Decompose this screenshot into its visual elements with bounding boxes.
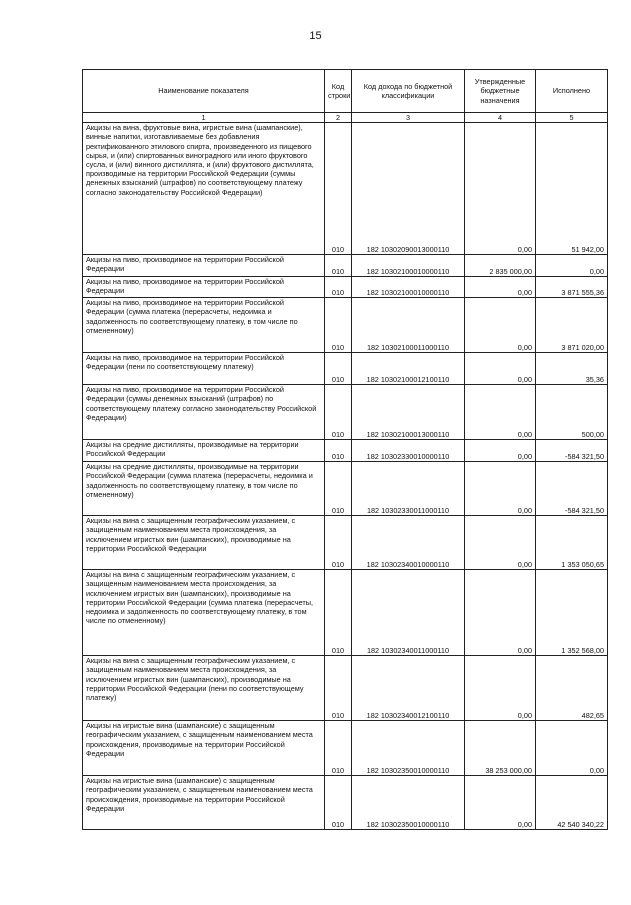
- row-approved: 0,00: [465, 570, 536, 656]
- row-name: Акцизы на пиво, производимое на территории Российской Федерации (пени по соответствующему платежу): [83, 353, 325, 385]
- table-row: [83, 385, 608, 440]
- column-number: 1: [83, 113, 325, 123]
- row-line-code: 010: [325, 353, 352, 385]
- row-classification-code: 182 10302340012100110: [352, 656, 465, 721]
- row-name: Акцизы на игристые вина (шампанские) с защищенным географическим указанием, с защищенным наименованием места происхождения, производимые на территории Российской Федерации: [83, 776, 325, 830]
- header-line-code: Код строки: [325, 70, 352, 113]
- row-name: Акцизы на пиво, производимое на территории Российской Федерации (суммы денежных взысканий (штрафов) по соответствующему платежу согласно законодательству Российской Федерации): [83, 385, 325, 440]
- row-approved: 0,00: [465, 385, 536, 440]
- row-classification-code: 182 10302340011000110: [352, 570, 465, 656]
- row-approved: 2 835 000,00: [465, 255, 536, 277]
- row-name: Акцизы на вина с защищенным географическим указанием, с защищенным наименованием места происхождения, за исключением игристых вин (шампанских), производимые на территории Российской Федерации (сумма платежа (перерасчеты, недоимка и задолженность по соответствующему платежу, в том числе по отмененному): [83, 570, 325, 656]
- column-number: 2: [325, 113, 352, 123]
- table-row: [83, 277, 608, 298]
- row-executed: 35,36: [536, 353, 608, 385]
- row-classification-code: 182 10302090013000110: [352, 123, 465, 255]
- header-budget-classification-code: Код дохода по бюджетной классификации: [352, 70, 465, 113]
- page-number: 15: [309, 30, 322, 42]
- row-approved: 0,00: [465, 440, 536, 462]
- row-executed: -584 321,50: [536, 462, 608, 516]
- header-approved-budget: Утвержденные бюджетные назначения: [465, 70, 536, 113]
- row-approved: 0,00: [465, 462, 536, 516]
- row-classification-code: 182 10302100013000110: [352, 385, 465, 440]
- row-name: Акцизы на средние дистилляты, производимые на территории Российской Федерации (сумма платежа (перерасчеты, недоимка и задолженность по соответствующему платежу, в том числе по отмененному): [83, 462, 325, 516]
- row-executed: -584 321,50: [536, 440, 608, 462]
- row-executed: 500,00: [536, 385, 608, 440]
- row-line-code: 010: [325, 298, 352, 353]
- row-name: Акцизы на пиво, производимое на территории Российской Федерации: [83, 255, 325, 277]
- row-name: Акцизы на вина с защищенным географическим указанием, с защищенным наименованием места происхождения, за исключением игристых вин (шампанских), производимые на территории Российской Федерации (пени по соответствующему платежу): [83, 656, 325, 721]
- row-classification-code: 182 10302350010000110: [352, 776, 465, 830]
- row-executed: 1 352 568,00: [536, 570, 608, 656]
- table-row: [83, 776, 608, 830]
- table-row: [83, 353, 608, 385]
- row-executed: 3 871 020,00: [536, 298, 608, 353]
- row-executed: 482,65: [536, 656, 608, 721]
- row-line-code: 010: [325, 656, 352, 721]
- row-name: Акцизы на средние дистилляты, производимые на территории Российской Федерации: [83, 440, 325, 462]
- row-classification-code: 182 10302350010000110: [352, 721, 465, 776]
- row-classification-code: 182 10302100010000110: [352, 277, 465, 298]
- row-approved: 0,00: [465, 656, 536, 721]
- table-row: [83, 298, 608, 353]
- table-row: [83, 123, 608, 255]
- row-line-code: 010: [325, 516, 352, 570]
- row-classification-code: 182 10302100012100110: [352, 353, 465, 385]
- row-classification-code: 182 10302340010000110: [352, 516, 465, 570]
- header-executed: Исполнено: [536, 70, 608, 113]
- row-executed: 42 540 340,22: [536, 776, 608, 830]
- row-line-code: 010: [325, 462, 352, 516]
- row-executed: 0,00: [536, 721, 608, 776]
- row-approved: 0,00: [465, 776, 536, 830]
- row-executed: 51 942,00: [536, 123, 608, 255]
- row-line-code: 010: [325, 123, 352, 255]
- row-executed: 1 353 050,65: [536, 516, 608, 570]
- table-header-row: [83, 70, 608, 113]
- column-number-row: [83, 113, 608, 123]
- table-row: [83, 721, 608, 776]
- header-indicator-name: Наименование показателя: [83, 70, 325, 113]
- column-number: 3: [352, 113, 465, 123]
- row-executed: 0,00: [536, 255, 608, 277]
- row-name: Акцизы на пиво, производимое на территории Российской Федерации: [83, 277, 325, 298]
- row-name: Акцизы на игристые вина (шампанские) с защищенным географическим указанием, с защищенным наименованием места происхождения, производимые на территории Российской Федерации: [83, 721, 325, 776]
- table-row: [83, 255, 608, 277]
- table-row: [83, 440, 608, 462]
- table-row: [83, 462, 608, 516]
- row-approved: 0,00: [465, 277, 536, 298]
- table-row: [83, 656, 608, 721]
- row-executed: 3 871 555,36: [536, 277, 608, 298]
- row-line-code: 010: [325, 440, 352, 462]
- column-number: 4: [465, 113, 536, 123]
- row-classification-code: 182 10302330010000110: [352, 440, 465, 462]
- row-line-code: 010: [325, 255, 352, 277]
- budget-revenue-table: [82, 69, 608, 830]
- row-line-code: 010: [325, 277, 352, 298]
- row-approved: 0,00: [465, 353, 536, 385]
- row-classification-code: 182 10302100011000110: [352, 298, 465, 353]
- row-approved: 38 253 000,00: [465, 721, 536, 776]
- row-line-code: 010: [325, 385, 352, 440]
- row-name: Акцизы на вина с защищенным географическим указанием, с защищенным наименованием места происхождения, за исключением игристых вин (шампанских), производимые на территории Российской Федерации: [83, 516, 325, 570]
- row-classification-code: 182 10302330011000110: [352, 462, 465, 516]
- row-approved: 0,00: [465, 516, 536, 570]
- row-approved: 0,00: [465, 123, 536, 255]
- row-line-code: 010: [325, 570, 352, 656]
- column-number: 5: [536, 113, 608, 123]
- row-classification-code: 182 10302100010000110: [352, 255, 465, 277]
- row-name: Акцизы на пиво, производимое на территории Российской Федерации (сумма платежа (перерасчеты, недоимка и задолженность по соответствующему платежу, в том числе по отмененному): [83, 298, 325, 353]
- row-line-code: 010: [325, 776, 352, 830]
- row-name: Акцизы на вина, фруктовые вина, игристые вина (шампанские), винные напитки, изготавливаемые без добавления ректификованного этилового спирта, произведенного из пищевого сырья, и (или) спиртованных виноградного или иного фруктового сусла, и (или) винного дистиллята, и (или) фруктового дистиллята, производимые на территории Российской Федерации (суммы денежных взысканий (штрафов) по соответствующему платежу согласно законодательству Российской Федерации): [83, 123, 325, 255]
- table-row: [83, 570, 608, 656]
- row-line-code: 010: [325, 721, 352, 776]
- row-approved: 0,00: [465, 298, 536, 353]
- table-row: [83, 516, 608, 570]
